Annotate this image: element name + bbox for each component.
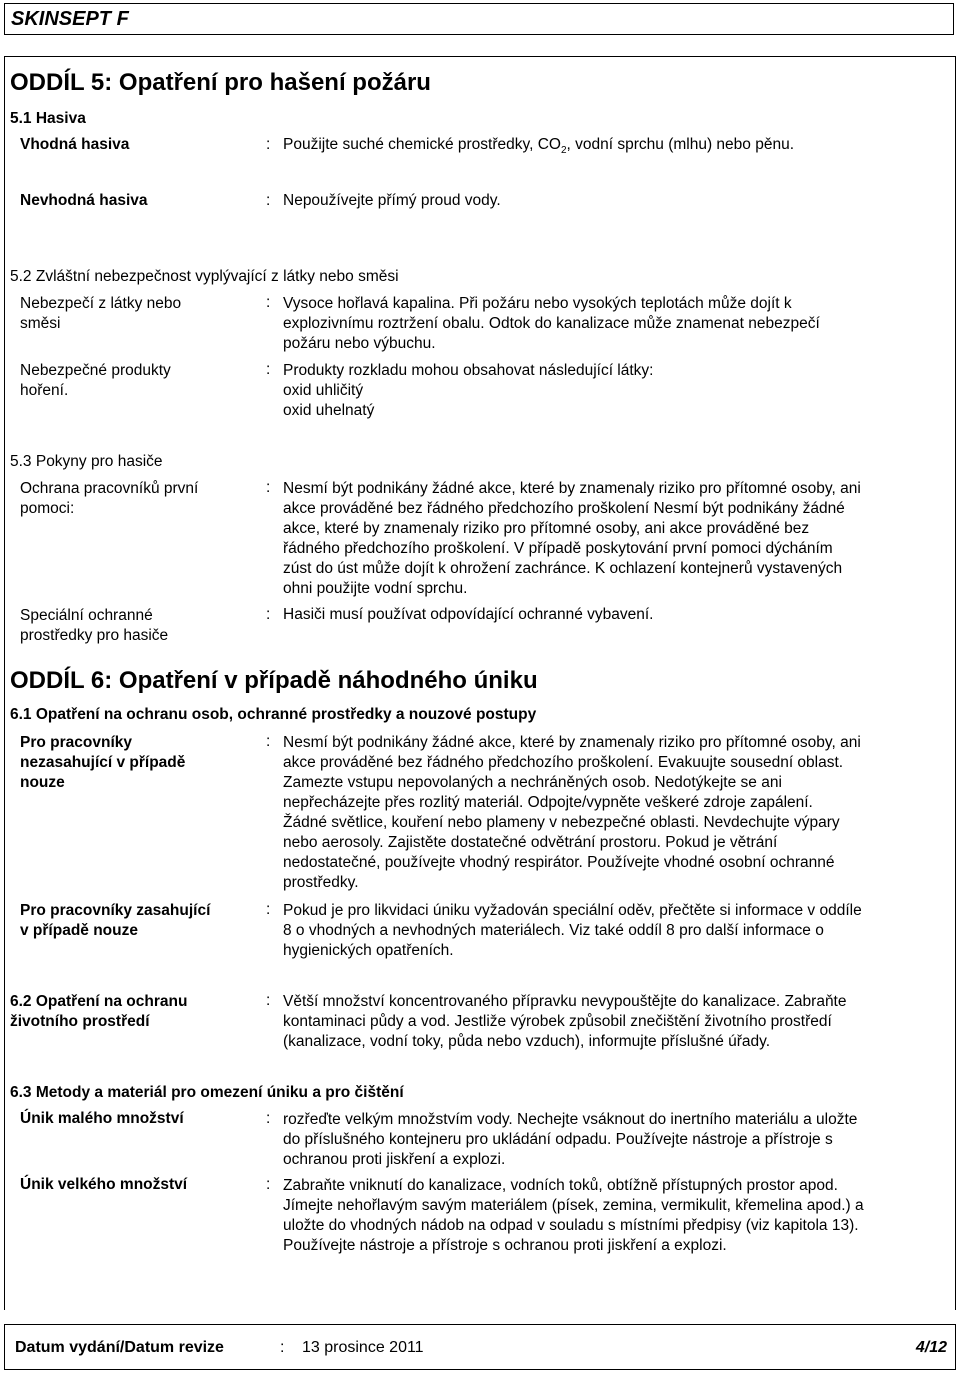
small-spill-label: Únik malého množství xyxy=(20,1110,184,1127)
large-spill-label: Únik velkého množství xyxy=(20,1176,188,1193)
section-6-3-heading: 6.3 Metody a materiál pro omezení úniku a pro čištění xyxy=(10,1084,404,1101)
suitable-media-label: Vhodná hasiva xyxy=(20,136,130,153)
header-box xyxy=(4,3,954,35)
colon: : xyxy=(266,733,271,750)
firefighter-equipment-value: Hasiči musí používat odpovídající ochranné vybavení. xyxy=(283,606,654,623)
first-aid-protection-label: Ochrana pracovníků první pomoci: xyxy=(20,480,199,517)
section-6-1-heading: 6.1 Opatření na ochranu osob, ochranné prostředky a nouzové postupy xyxy=(10,706,537,723)
unsuitable-media-value: Nepoužívejte přímý proud vody. xyxy=(283,192,501,209)
page-number: 4/12 xyxy=(915,1339,947,1356)
colon: : xyxy=(266,294,271,311)
colon: : xyxy=(266,1110,271,1127)
colon: : xyxy=(266,1176,271,1193)
small-spill-value: rozřeďte velkým množstvím vody. Nechejte vsáknout do inertního materiálu a uložte do příslušného kontejneru pro ukládání odpadu. Používejte nástroje a přístroje s ochranou proti jiskření a explozi. xyxy=(283,1111,858,1168)
firefighter-equipment-label: Speciální ochranné prostředky pro hasiče xyxy=(20,607,169,644)
footer-date-value: 13 prosince 2011 xyxy=(302,1339,424,1356)
colon: : xyxy=(266,479,271,496)
colon: : xyxy=(266,361,271,378)
product-name: SKINSEPT F xyxy=(11,8,129,30)
footer-date-label: Datum vydání/Datum revize xyxy=(15,1339,224,1356)
section-5-3-heading: 5.3 Pokyny pro hasiče xyxy=(10,453,163,470)
section-6-title: ODDÍL 6: Opatření v případě náhodného úniku xyxy=(10,667,538,694)
section-5-title: ODDÍL 5: Opatření pro hašení požáru xyxy=(10,69,431,96)
colon: : xyxy=(280,1339,285,1356)
hazard-value: Vysoce hořlavá kapalina. Při požáru nebo vysokých teplotách může dojít k explozivnímu roztržení obalu. Odtok do kanalizace může znamenat nebezpečí požáru nebo výbuchu. xyxy=(283,295,820,352)
unsuitable-media-label: Nevhodná hasiva xyxy=(20,192,148,209)
colon: : xyxy=(266,901,271,918)
emergency-responders-value: Pokud je pro likvidaci úniku vyžadován speciální oděv, přečtěte si informace v oddíle 8 o vhodných a nevhodných materiálech. Viz také oddíl 8 pro další informace o hygienických opatřeních. xyxy=(283,902,862,959)
colon: : xyxy=(266,192,271,209)
combustion-products-value: Produkty rozkladu mohou obsahovat následující látky: oxid uhličitý oxid uhelnatý xyxy=(283,362,654,419)
large-spill-value: Zabraňte vniknutí do kanalizace, vodních toků, obtížně přístupných prostor apod. Jímejte nehořlavým savým materiálem (písek, zemina, vermikulit, křemelina apod.) a uložte do vhodných nádob na odpad v souladu s místními předpisy (viz kapitola 13). Používejte nástroje a přístroje s ochranou proti jiskření a explozi. xyxy=(283,1177,864,1254)
hazard-label: Nebezpečí z látky nebo směsi xyxy=(20,295,182,332)
first-aid-protection-value: Nesmí být podnikány žádné akce, které by znamenaly riziko pro přítomné osoby, ani akce prováděné bez řádného předchozího proškolení Nesmí být podnikány žádné akce, které by znamenaly riziko pro přítomné osoby, ani akce prováděné bez řádného předchozího proškolení. V případě poskytování první pomoci dýcháním zúst do úst může dojít k ohrožení zachránce. K ochlazení kontejnerů vystavených ohni použijte vodní sprchu. xyxy=(283,480,861,597)
section-6-2-label: 6.2 Opatření na ochranu životního prostředí xyxy=(10,993,188,1030)
colon: : xyxy=(266,136,271,153)
footer xyxy=(4,1324,956,1370)
non-emergency-label: Pro pracovníky nezasahující v případě nouze xyxy=(20,734,186,791)
section-5-2-heading: 5.2 Zvláštní nebezpečnost vyplývající z látky nebo směsi xyxy=(10,268,399,285)
combustion-products-label: Nebezpečné produkty hoření. xyxy=(20,362,171,399)
colon: : xyxy=(266,992,271,1009)
section-5-1-heading: 5.1 Hasiva xyxy=(10,110,86,127)
emergency-responders-label: Pro pracovníky zasahující v případě nouze xyxy=(20,902,211,939)
suitable-media-value: Použijte suché chemické prostředky, $CO_2$, vodní sprchu (mlhu) nebo pěnu. xyxy=(283,136,794,157)
colon: : xyxy=(266,606,271,623)
environmental-precautions-value: Větší množství koncentrovaného přípravku nevypouštějte do kanalizace. Zabraňte kontaminaci půdy a vod. Jestliže výrobek způsobil znečištění životního prostředí (kanalizace, vodní toky, půda nebo vzduch), informujte příslušné úřady. xyxy=(283,993,847,1050)
non-emergency-value: Nesmí být podnikány žádné akce, které by znamenaly riziko pro přítomné osoby, ani akce prováděné bez řádného předchozího proškolení. Evakuujte sousední oblast. Zamezte vstupu nepovolaných a nechráněných osob. Nedotýkejte se ani nepřecházejte přes rozlitý materiál. Odpojte/vypněte veškeré zdroje zapálení. Žádné světlice, kouření nebo plameny v nebezpečné oblasti. Nevdechujte výpary nebo aerosoly. Zajistěte dostatečné odvětrání prostoru. Pokud je větrání nedostatečné, používejte vhodný respirátor. Používejte vhodné osobní ochranné prostředky. xyxy=(283,734,861,891)
